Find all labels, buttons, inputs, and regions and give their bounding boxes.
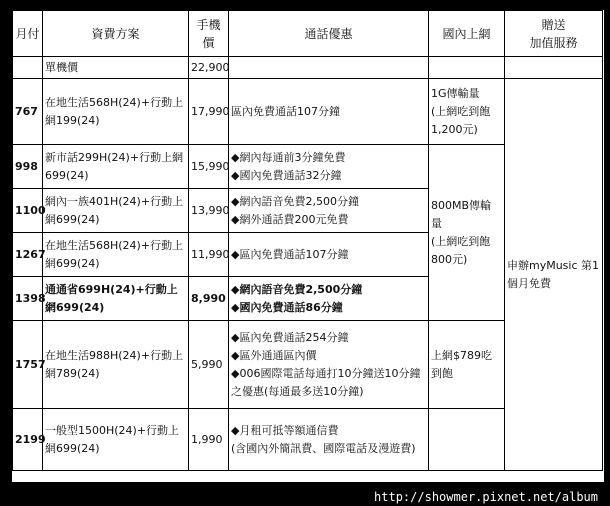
price-cell: 22,900 <box>189 57 229 79</box>
table-row <box>13 57 603 79</box>
offer-line: ◆網內語音免費2,500分鐘 <box>231 194 359 208</box>
price-cell: 11,990 <box>189 233 229 277</box>
month-cell: 1100 <box>13 189 43 233</box>
header-price: 手機 價 <box>189 11 229 57</box>
offer-cell <box>229 79 429 145</box>
plan-cell: 通通省699H(24)+行動上網699(24) <box>43 277 189 321</box>
month-cell: 998 <box>13 145 43 189</box>
price-cell: 15,990 <box>189 145 229 189</box>
plan-cell: 在地生活568H(24)+行動上網199(24) <box>43 79 189 145</box>
offer-cell <box>229 277 429 321</box>
plan-cell: 網內一族401H(24)+行動上網699(24) <box>43 189 189 233</box>
header-data: 國內上網 <box>429 11 505 57</box>
data-cell <box>429 409 505 471</box>
offer-line: ◆國內免費通話32分鐘 <box>231 168 342 182</box>
plan-cell: 新市話299H(24)+行動上網699(24) <box>43 145 189 189</box>
month-cell: 1267 <box>13 233 43 277</box>
offer-cell <box>229 57 429 79</box>
table-row <box>13 79 603 145</box>
data-cell: 上網$789吃到飽 <box>429 321 505 409</box>
bonus-cell: 申辦myMusic 第1個月免費 <box>505 79 603 471</box>
price-cell: 8,990 <box>189 277 229 321</box>
offer-line: (含國內外簡訊費、國際電話及漫遊費) <box>231 441 416 455</box>
header-offer: 通話優惠 <box>229 11 429 57</box>
header-plan: 資費方案 <box>43 11 189 57</box>
offer-cell <box>229 409 429 471</box>
data-cell: 1G傳輸量 (上網吃到飽 1,200元) <box>429 79 505 145</box>
header-bonus: 贈送 加值服務 <box>505 11 603 57</box>
offer-line: ◆網內語音免費2,500分鐘 <box>231 282 363 296</box>
offer-cell <box>229 233 429 277</box>
plan-cell: 單機價 <box>43 57 189 79</box>
bonus-cell <box>505 57 603 79</box>
offer-line: ◆國內免費通話86分鐘 <box>231 300 343 314</box>
offer-line: ◆月租可抵等額通信費 <box>231 423 339 437</box>
month-cell: 1757 <box>13 321 43 409</box>
month-cell: 767 <box>13 79 43 145</box>
month-cell: 2199 <box>13 409 43 471</box>
offer-line: ◆006國際電話每通打10分鐘送10分鐘之優惠(每通最多送10分鐘) <box>231 366 421 398</box>
price-cell: 5,990 <box>189 321 229 409</box>
price-cell: 17,990 <box>189 79 229 145</box>
offer-cell <box>229 145 429 189</box>
plan-cell: 在地生活568H(24)+行動上網699(24) <box>43 233 189 277</box>
offer-line: ◆區內免費通話107分鐘 <box>231 247 349 261</box>
offer-cell <box>229 321 429 409</box>
offer-line: ◆區外通通區內價 <box>231 348 317 362</box>
offer-cell <box>229 189 429 233</box>
header-month: 月付 <box>13 11 43 57</box>
offer-line: ◆網外通話費200元免費 <box>231 212 349 226</box>
offer-line: ◆網內每通前3分鐘免費 <box>231 150 346 164</box>
rate-plan-sheet <box>12 10 604 482</box>
plan-cell: 一般型1500H(24)+行動上網699(24) <box>43 409 189 471</box>
data-cell: 800MB傳輸量 (上網吃到飽 800元) <box>429 145 505 321</box>
data-cell <box>429 57 505 79</box>
price-cell: 13,990 <box>189 189 229 233</box>
price-cell: 1,990 <box>189 409 229 471</box>
month-cell: 1398 <box>13 277 43 321</box>
plan-cell: 在地生活988H(24)+行動上網789(24) <box>43 321 189 409</box>
rate-plan-table <box>12 10 603 471</box>
watermark-url: http://showmer.pixnet.net/album <box>374 490 598 504</box>
month-cell <box>13 57 43 79</box>
offer-line: ◆區內免費通話254分鐘 <box>231 330 349 344</box>
offer-line: 區內免費通話107分鐘 <box>231 104 340 118</box>
